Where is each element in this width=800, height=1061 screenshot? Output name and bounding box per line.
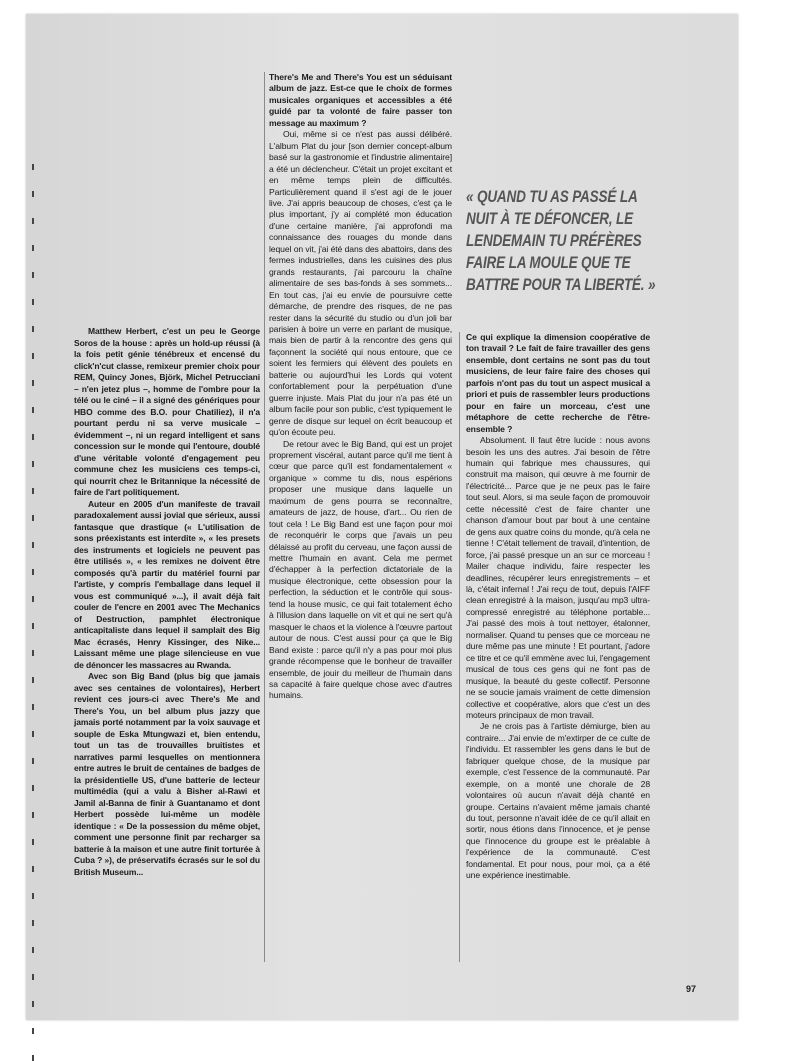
binding-hole (32, 164, 34, 170)
binding-holes (26, 14, 40, 1020)
binding-hole (32, 245, 34, 251)
interview-question: Ce qui explique la dimension coopérative de ton travail ? Le fait de faire travailler des gens ensemble, dont certains ne sont pas du tout musiciens, de leur faire faire des choses qui parfois n'ont pas du tout un aspect musical a priori et puis de rassembler leurs productions pour en faire un morceau, c'est une métaphore de cette recherche de l'être-ensemble ? (466, 332, 650, 434)
interview-answer: Je ne crois pas à l'artiste démiurge, bien au contraire... J'ai envie de m'extirper de ce culte de l'individu. Et rassembler les gens dans le but de fabriquer quelque chose, de la musique par exemple, c'est l'essence de la communauté. Par exemple, on a monté une chorale de 28 volontaires où aucun n'avait déjà chanté en groupe. Certains n'avaient même jamais chanté du tout, personne n'avait idée de ce qu'il allait en sortir, nous étions dans l'innocence, et je pense que l'innocence du groupe est le préalable à l'expérience de la communauté. C'est fondamental. Et pour nous, pour moi, ça a été une expérience inestimable. (466, 721, 650, 881)
binding-hole (32, 839, 34, 845)
interview-answer: Absolument. Il faut être lucide : nous avons besoin les uns des autres. J'ai besoin de l'être humain qui fabrique mes chaussures, qui construit ma maison, qui œuvre à me fournir de l'électricité... Parce que je ne peux pas le faire tout seul. Alors, si ma seule façon de promouvoir cette nécessité c'est de faire chanter une chanson d'amour bout par bout à une centaine de gens aux quatre coins du monde, qu'à cela ne tienne ! C'était tellement de travail, d'intention, de force, j'ai passé presque un an sur ce morceau ! Mailer chaque individu, faire respecter les deadlines, récupérer leurs enregistrements – et là, c'était infernal ! J'ai reçu de tout, depuis l'AIFF clean enregistré à la maison, jusqu'au mp3 ultra-compressé enregistré au téléphone portable... J'ai passé des mois à tout nettoyer, étalonner, normaliser. Quand tu penses que ce morceau ne dure même pas une minute ! Et pourtant, j'adore ce titre et ce qu'il emmène avec lui, l'engagement musical de tous ces gens qui ne font pas de musique, la beauté du geste collectif. Personne ne se soucie jamais vraiment de cette dimension collective et coopérative, alors que c'est un des moteurs principaux de mon travail. (466, 435, 650, 720)
intro-column (74, 326, 260, 878)
binding-hole (32, 893, 34, 899)
column-divider (264, 72, 265, 962)
binding-hole (32, 1001, 34, 1007)
binding-hole (32, 353, 34, 359)
binding-hole (32, 407, 34, 413)
binding-hole (32, 758, 34, 764)
binding-hole (32, 488, 34, 494)
binding-hole (32, 272, 34, 278)
binding-hole (32, 866, 34, 872)
binding-hole (32, 461, 34, 467)
binding-hole (32, 974, 34, 980)
binding-hole (32, 596, 34, 602)
binding-hole (32, 191, 34, 197)
binding-hole (32, 1055, 34, 1061)
binding-hole (32, 920, 34, 926)
binding-hole (32, 1028, 34, 1034)
column-divider (459, 332, 460, 962)
binding-hole (32, 569, 34, 575)
binding-hole (32, 542, 34, 548)
binding-hole (32, 947, 34, 953)
binding-hole (32, 326, 34, 332)
interview-question: There's Me and There's You est un séduisant album de jazz. Est-ce que le choix de formes musicales organiques et accessibles a été guidé par ta volonté de faire passer ton message au maximum ? (269, 72, 452, 128)
binding-hole (32, 731, 34, 737)
binding-hole (32, 623, 34, 629)
binding-hole (32, 785, 34, 791)
binding-hole (32, 434, 34, 440)
interview-answer: De retour avec le Big Band, qui est un projet proprement viscéral, autant parce qu'il me tient à cœur que parce qu'il est fondamentalement « organique » comme tu dis, nous espérions proposer une musique dans laquelle un maximum de gens pourra se reconnaître, amateurs de jazz, de house, d'art... Ou rien de tout cela ! Le Big Band est une façon pour moi de reconquérir le corps que j'avais un peu délaissé au profit du cerveau, une façon aussi de mettre l'humain en avant. Cela me permet d'échapper à la perfection dictatoriale de la musique électronique, cette obsession pour la perfection, la séduction et le contrôle qui sous-tend la house music, ce qui fait totalement écho à l'illusion dans laquelle on vit et qui ne sert qu'à masquer le chaos et la violence à l'œuvre partout autour de nous. C'est aussi pour ça que le Big Band existe : parce qu'il n'y a pas pour moi plus grande récompense que le bonheur de travailler ensemble, de jouir du meilleur de l'humain dans sa capacité à faire quelque chose avec d'autres humains. (269, 438, 452, 701)
binding-hole (32, 515, 34, 521)
binding-hole (32, 704, 34, 710)
interview-column-right (466, 332, 650, 882)
binding-hole (32, 812, 34, 818)
intro-paragraph: Auteur en 2005 d'un manifeste de travail paradoxalement aussi jovial que sérieux, aussi fantasque que drastique (« L'utilisation de sons préexistants est interdite », « les presets des instruments et logiciels ne peuvent pas être utilisés », « les remixes ne doivent être composés qu'à partir du matériel fourni par l'artiste, y compris l'emballage dans lequel il vous est communiqué »...), il avait déjà fait couler de l'encre en 2001 avec The Mechanics of Destruction, pamphlet électronique anticapitaliste dans lequel il samplait des Big Mac écrasés, Henry Kissinger, des Nike... Laissant même une plage silencieuse en vue de dénoncer les massacres au Rwanda. (74, 498, 260, 670)
interview-answer: Oui, même si ce n'est pas aussi délibéré. L'album Plat du jour [son dernier concept-album basé sur la gastronomie et l'industrie alimentaire] a été un déclencheur. C'était un projet excitant et en même temps plein de difficultés. Particulièrement quand il s'est agi de le jouer live. J'ai appris beaucoup de choses, c'est ça le plus important, j'y ai complété mon éducation d'une certaine manière, j'ai approfondi ma connaissance des rouages du monde dans lequel on vit, j'ai été dans des abattoirs, dans des fermes industrielles, dans les cuisines des plus grands restaurants, j'ai parcouru la chaîne alimentaire de ses bas-fonds à ses sommets... En tout cas, j'ai eu envie de poursuivre cette démarche, de prendre des risques, de ne pas rester dans la sécurité du studio ou d'un joli bar parisien à boire un verre en parlant de musique, mais bien de partir à la rencontre des gens qui façonnent la société qui nous entoure, que ce soient les fermiers qui élèvent des poulets en batterie ou aujourd'hui les Lords qui votent confortablement pour la perpétuation d'une guerre injuste. Mais Plat du jour n'a pas été un album facile pour son public, c'est typiquement le genre de disque sur lequel on écrit beaucoup et qu'on écoute peu. (269, 129, 452, 438)
intro-paragraph: Avec son Big Band (plus big que jamais avec ses centaines de volontaires), Herbert revient ces jours-ci avec There's Me and There's You, un bel album plus jazzy que jamais porté notamment par la voix sauvage et souple de Eska Mtungwazi et, bien entendu, tout un tas de trouvailles bruitistes et narratives parmi lesquelles on mentionnera entre autres le bruit de centaines de badges de la présidentielle US, d'une batterie de lecteur multimédia (qui a valu à Bisher al-Rawi et Jamil al-Banna de finir à Guantanamo et dont Herbert possède lui-même un modèle identique : « De la possession du même objet, comment une personne finit par recharger sa batterie à la maison et une autre finit torturée à Cuba ? »), de préservatifs écrasés sur le sol du British Museum... (74, 671, 260, 877)
binding-hole (32, 299, 34, 305)
binding-hole (32, 677, 34, 683)
interview-column-middle (269, 72, 452, 702)
binding-hole (32, 218, 34, 224)
binding-hole (32, 650, 34, 656)
binding-hole (32, 380, 34, 386)
intro-paragraph: Matthew Herbert, c'est un peu le George Soros de la house : après un hold-up réussi (à la fois petit génie ténébreux et encensé du click'n'cut classe, remixeur premier choix pour REM, Quincy Jones, Björk, Michel Petrucciani – n'en jetez plus –, homme de l'ombre pour la télé ou le ciné – il a signé des génériques pour HBO comme des B.O. pour Chatiliez), il n'a pourtant perdu ni sa verve musicale – évidemment –, ni un regard intelligent et sans concession sur le monde qui l'entoure, doublé d'une véritable volonté d'engagement peu commune chez les musiciens ces temps-ci, qui nourrit chez le Britannique la nécessité de faire de l'art politiquement. (74, 326, 260, 497)
page-number: 97 (686, 984, 697, 994)
pull-quote: « QUAND TU AS PASSÉ LA NUIT À TE DÉFONCER, LE LENDEMAIN TU PRÉFÈRES FAIRE LA MOULE QUE TE BATTRE POUR TA LIBERTÉ. » (466, 188, 656, 294)
